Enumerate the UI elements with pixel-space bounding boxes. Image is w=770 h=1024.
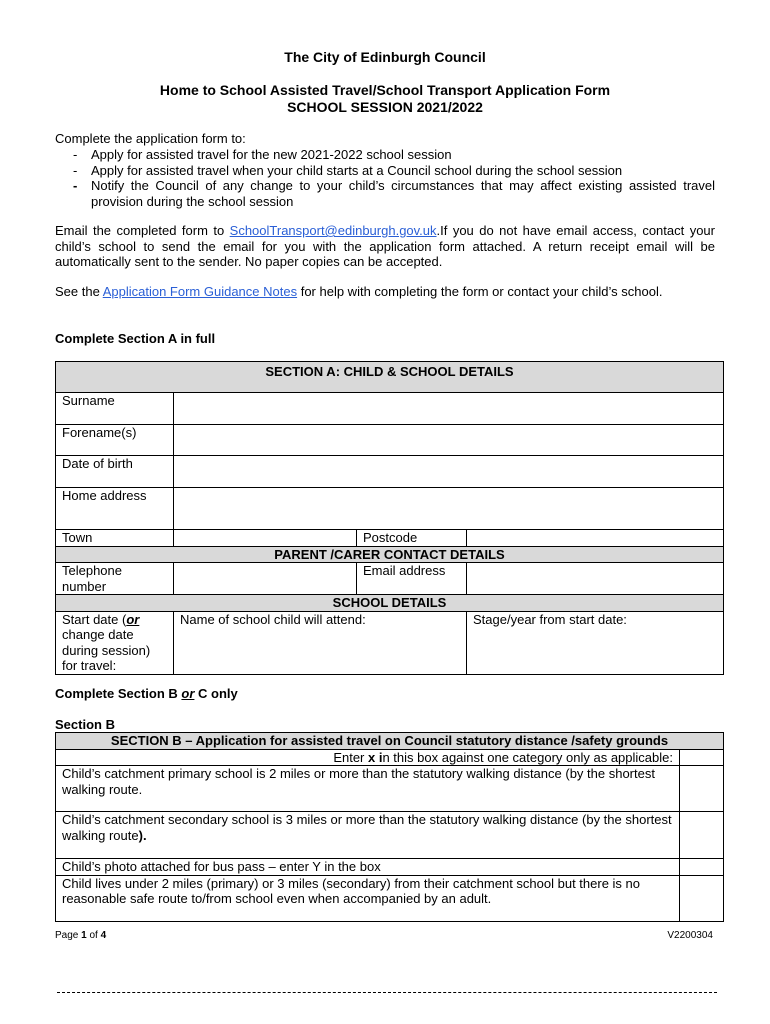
bullet-item — [55, 147, 715, 163]
criteria-safe-route: Child lives under 2 miles (primary) or 3 miles (secondary) from their catchment school but there is no reasonable safe route to/from school even when accompanied by an adult. — [56, 875, 680, 921]
criteria-secondary-box[interactable] — [680, 812, 724, 859]
bullet-dash: - — [73, 178, 78, 193]
complete-section-bc — [55, 686, 238, 701]
form-title: Home to School Assisted Travel/School Transport Application Form — [159, 82, 611, 98]
enter-pre: Enter — [333, 749, 368, 765]
dob-label: Date of birth — [56, 456, 174, 488]
enter-post: n this box against one category only as applicable: — [382, 749, 673, 765]
start-date-or: or — [126, 611, 140, 627]
criteria-photo: Child’s photo attached for bus pass – enter Y in the box — [56, 859, 680, 876]
complete-bc-post: C only — [194, 686, 238, 701]
complete-bc-pre: Complete Section B — [55, 686, 182, 701]
stage-field[interactable] — [467, 611, 724, 674]
enter-x-instruction — [56, 749, 680, 766]
section-b-title: SECTION B – Application for assisted travel on Council statutory distance /safety grounds — [56, 733, 724, 750]
bullet-text: Notify the Council of any change to your child’s circumstances that may affect existing assisted travel provision during the school session — [91, 178, 715, 209]
stage-label: Stage/year from start date: — [473, 611, 627, 627]
complete-section-a: Complete Section A in full — [55, 331, 216, 346]
school-name-label: Name of school child will attend: — [180, 611, 366, 627]
guidance-paragraph — [55, 284, 715, 300]
enter-x-box — [680, 749, 724, 766]
start-date-text-b: change date during session) for travel: — [62, 627, 151, 673]
section-b-label: Section B — [55, 717, 115, 732]
criteria-secondary-suffix: ). — [138, 827, 147, 843]
guidance-link[interactable]: Application Form Guidance Notes — [102, 284, 298, 299]
criteria-primary: Child’s catchment primary school is 2 miles or more than the statutory walking distance (by the shortest walking route. — [56, 766, 680, 812]
bullet-text: Apply for assisted travel for the new 2021-2022 school session — [91, 147, 452, 162]
telephone-label: Telephone number — [56, 563, 174, 595]
school-name-field[interactable] — [174, 611, 467, 674]
town-label: Town — [56, 530, 174, 547]
page-num: 1 — [81, 930, 87, 941]
section-a-table — [55, 361, 724, 675]
address-label: Home address — [56, 488, 174, 530]
start-date-label — [56, 611, 174, 674]
dob-field[interactable] — [174, 456, 724, 488]
email-post-text: .If you do not have email access, contact your child’s school to send the email for you with the application form attached. A return receipt email will be automatically sent to the sender. No paper copies can be accepted. — [55, 223, 715, 269]
school-title: SCHOOL DETAILS — [56, 595, 724, 612]
surname-label: Surname — [56, 393, 174, 425]
email-instructions — [55, 223, 715, 270]
start-date-text-a: Start date ( — [62, 611, 127, 627]
address-field[interactable] — [174, 488, 724, 530]
section-a-title: SECTION A: CHILD & SCHOOL DETAILS — [56, 362, 724, 393]
see-post-text: for help with completing the form or contact your child’s school. — [297, 284, 663, 299]
enter-x: x i — [368, 749, 383, 765]
criteria-primary-box[interactable] — [680, 766, 724, 812]
council-name: The City of Edinburgh Council — [284, 49, 486, 65]
criteria-secondary — [56, 812, 680, 859]
intro-lead: Complete the application form to: — [55, 131, 246, 146]
forenames-field[interactable] — [174, 425, 724, 456]
criteria-secondary-text: Child’s catchment secondary school is 3 miles or more than the statutory walking distance (by the shortest walking route — [62, 812, 672, 843]
intro-bullets — [55, 147, 715, 209]
criteria-safe-route-box[interactable] — [680, 875, 724, 921]
see-pre-text: See the — [55, 284, 103, 299]
cut-line-divider — [57, 992, 717, 993]
email-pre-text: Email the completed form to — [55, 223, 230, 238]
bullet-item — [55, 178, 715, 209]
page-number — [55, 930, 106, 941]
bullet-dash: - — [73, 162, 78, 178]
postcode-field[interactable] — [467, 530, 724, 547]
contact-title: PARENT /CARER CONTACT DETAILS — [56, 546, 724, 563]
bullet-text: Apply for assisted travel when your child starts at a Council school during the school session — [91, 162, 623, 178]
section-b-table — [55, 732, 724, 922]
complete-bc-or: or — [181, 686, 195, 701]
session-title: SCHOOL SESSION 2021/2022 — [287, 99, 483, 115]
bullet-dash: - — [73, 147, 78, 162]
bullet-item — [55, 163, 715, 179]
page-word: Page — [55, 930, 82, 941]
criteria-photo-box[interactable] — [680, 859, 724, 876]
page-total: 4 — [100, 930, 107, 941]
postcode-label: Postcode — [357, 530, 467, 547]
email-label: Email address — [357, 563, 467, 595]
forenames-label: Forename(s) — [56, 425, 174, 456]
email-link[interactable]: SchoolTransport@edinburgh.gov.uk — [229, 223, 437, 238]
telephone-field[interactable] — [174, 563, 357, 595]
town-field[interactable] — [174, 530, 357, 547]
surname-field[interactable] — [174, 393, 724, 425]
version-code: V2200304 — [667, 930, 713, 941]
email-field[interactable] — [467, 563, 724, 595]
of-word: of — [86, 930, 101, 941]
